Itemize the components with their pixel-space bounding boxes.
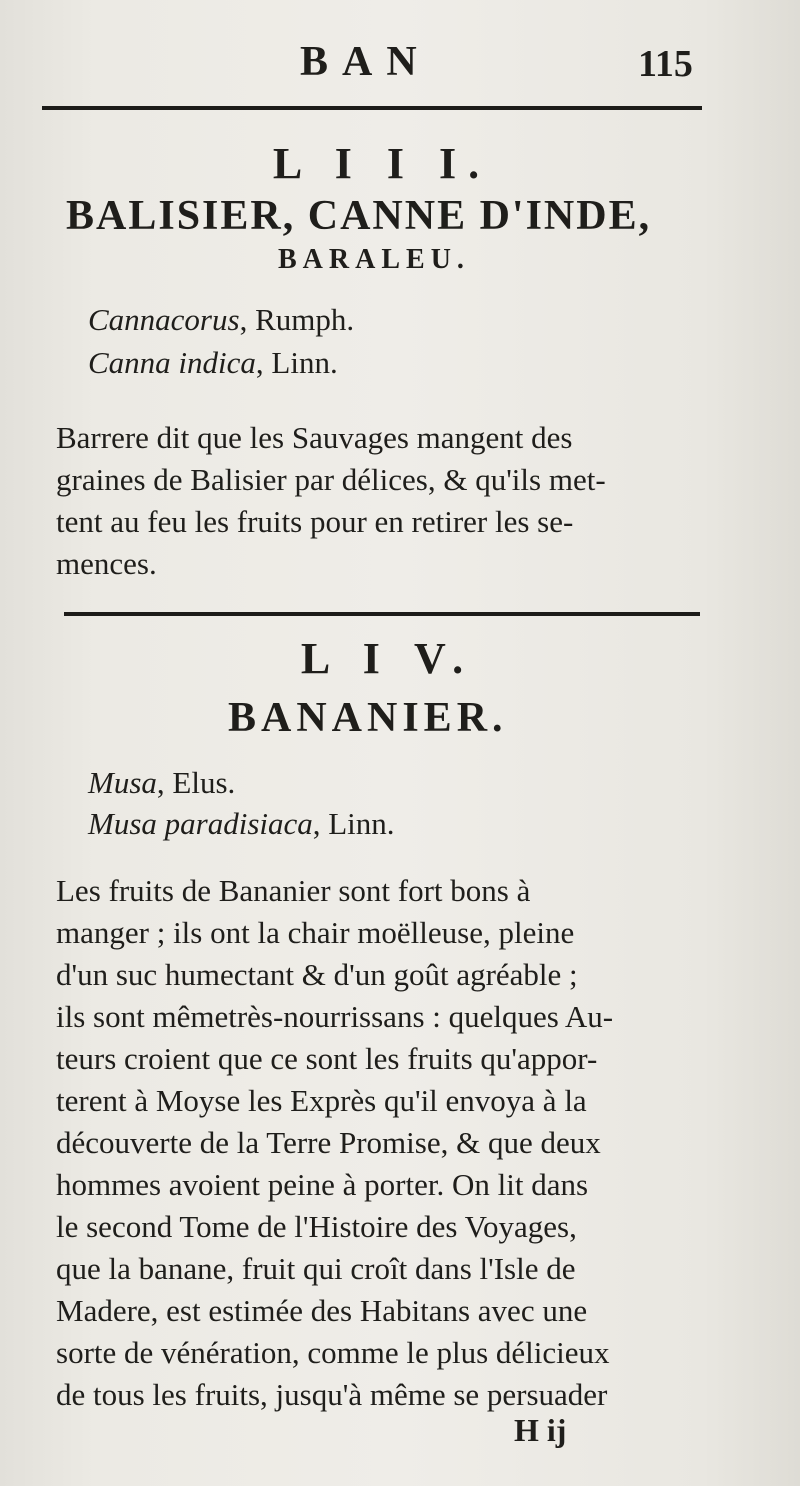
text-line: ils sont mêmetrès-nourrissans : quelques Au-	[56, 999, 614, 1034]
section-number-liv: L I V.	[300, 634, 476, 683]
synonym-name: Cannacorus	[88, 302, 240, 337]
synonym-name: Musa paradisiaca	[88, 806, 313, 841]
text-line: d'un suc humectant & d'un goût agréable ;	[56, 957, 578, 992]
text-line: tent au feu les fruits pour en retirer les se-	[56, 504, 574, 539]
text-line: Madere, est estimée des Habitans avec une	[56, 1293, 588, 1328]
text-line: teurs croient que ce sont les fruits qu'appor-	[56, 1041, 598, 1076]
text-line: sorte de vénération, comme le plus délicieux	[56, 1335, 610, 1370]
section-divider-rule	[64, 612, 700, 616]
synonym-entry	[88, 345, 338, 381]
text-line: mences.	[56, 546, 157, 581]
text-line: que la banane, fruit qui croît dans l'Isle de	[56, 1251, 576, 1286]
header-rule	[42, 106, 702, 110]
text-line: terent à Moyse les Exprès qu'il envoya à la	[56, 1083, 587, 1118]
section-title-bananier: BANANIER.	[228, 695, 508, 741]
synonym-entry	[88, 302, 354, 338]
section-title-balisier: BALISIER, CANNE D'INDE,	[66, 193, 652, 239]
text-line: de tous les fruits, jusqu'à même se persuader	[56, 1377, 608, 1412]
text-line: Les fruits de Bananier sont fort bons à	[56, 873, 531, 908]
synonym-author: , Linn.	[312, 806, 395, 841]
text-line: Barrere dit que les Sauvages mangent des	[56, 420, 573, 455]
text-line: le second Tome de l'Histoire des Voyages,	[56, 1209, 577, 1244]
synonym-author: , Rumph.	[239, 302, 355, 337]
signature-mark: H ij	[514, 1412, 567, 1448]
synonym-name: Musa	[88, 765, 157, 800]
running-head: BAN	[300, 39, 431, 85]
synonym-author: , Elus.	[156, 765, 236, 800]
text-line: manger ; ils ont la chair moëlleuse, pleine	[56, 915, 575, 950]
section-subtitle-baraleu: BARALEU.	[278, 244, 470, 275]
synonym-entry	[88, 765, 235, 801]
synonym-entry	[88, 806, 395, 842]
text-line: hommes avoient peine à porter. On lit dans	[56, 1167, 589, 1202]
section-1-paragraph	[56, 417, 710, 585]
section-2-paragraph	[56, 870, 724, 1416]
synonym-author: , Linn.	[255, 345, 338, 380]
section-number-liii: L I I I.	[272, 139, 492, 188]
text-line: graines de Balisier par délices, & qu'ils met-	[56, 462, 606, 497]
text-line: découverte de la Terre Promise, & que deux	[56, 1125, 601, 1160]
page-number: 115	[638, 43, 693, 85]
synonym-name: Canna indica	[88, 345, 256, 380]
